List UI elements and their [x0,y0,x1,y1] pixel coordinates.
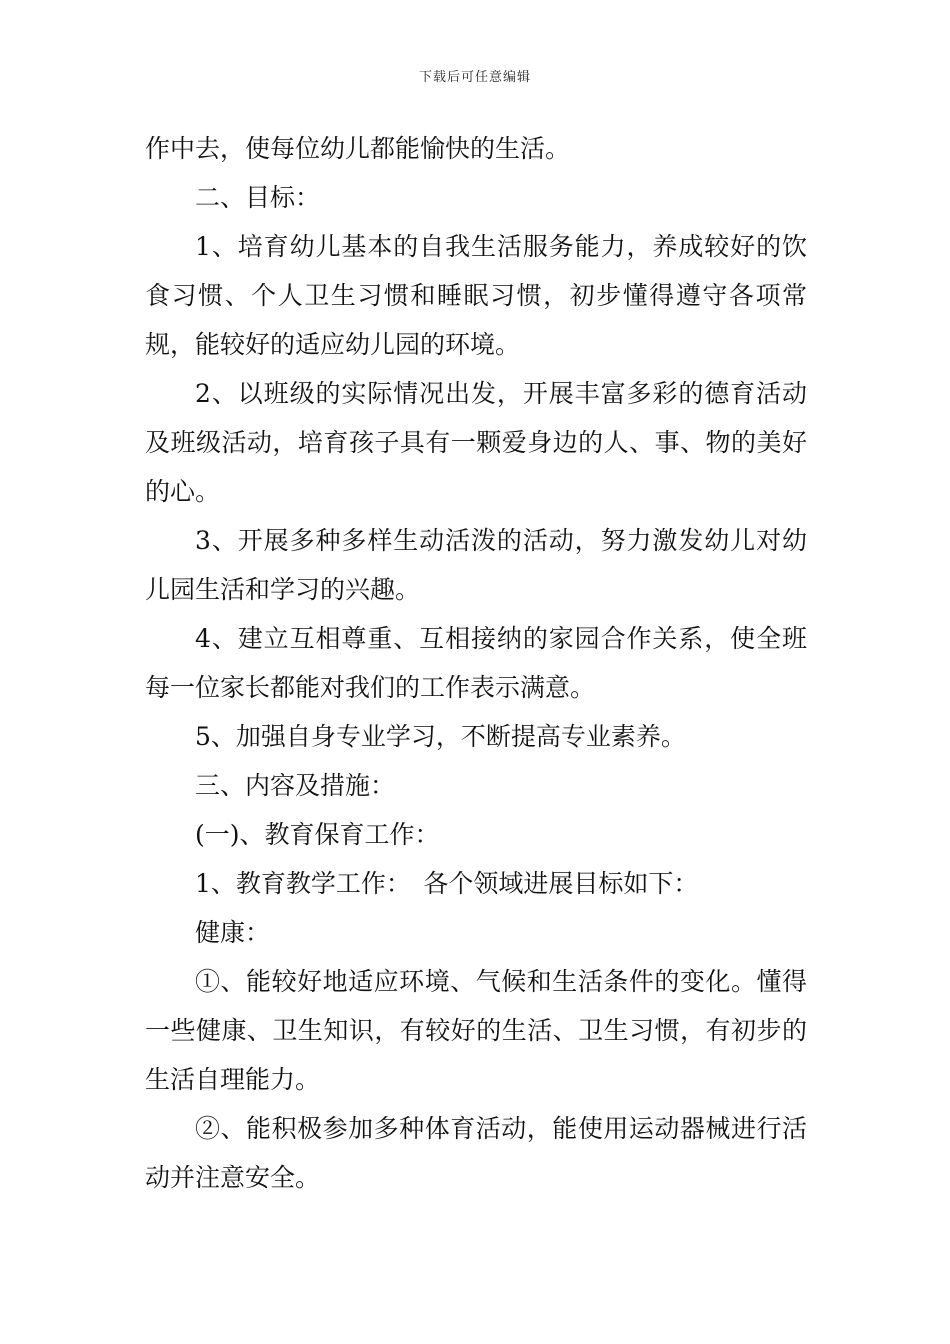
subsection-heading-education: (一)、教育保育工作： [195,820,440,849]
paragraph-continuation: 作中去，使每位幼儿都能愉快的生活。 [145,134,571,163]
page-header: 下载后可任意编辑 [418,70,531,85]
goal-item-4: 4、建立互相尊重、互相接纳的家园合作关系，使全班每一位家长都能对我们的工作表示满意。 [145,624,807,702]
goal-item-2: 2、以班级的实际情况出发，开展丰富多彩的德育活动及班级活动，培育孩子具有一颗爱身边的人、事、物的美好的心。 [145,379,807,506]
goal-item-5: 5、加强自身专业学习，不断提高专业素养。 [195,722,686,751]
subsection-item-teaching: 1、教育教学工作： 各个领域进展目标如下： [195,869,699,898]
health-item-1: ①、能较好地适应环境、气候和生活条件的变化。懂得一些健康、卫生知识，有较好的生活、卫生习惯，有初步的生活自理能力。 [145,967,807,1094]
goal-item-3: 3、开展多种多样生动活泼的活动，努力激发幼儿对幼儿园生活和学习的兴趣。 [145,526,807,604]
section-heading-content: 三、内容及措施： [195,771,396,800]
health-item-2: ②、能积极参加多种体育活动，能使用运动器械进行活动并注意安全。 [145,1114,807,1192]
document-body [145,124,807,1202]
domain-heading-health: 健康： [195,918,271,947]
goal-item-1: 1、培育幼儿基本的自我生活服务能力，养成较好的饮食习惯、个人卫生习惯和睡眠习惯，初步懂得遵守各项常规，能较好的适应幼儿园的环境。 [145,232,807,359]
section-heading-goals: 二、目标： [195,183,321,212]
